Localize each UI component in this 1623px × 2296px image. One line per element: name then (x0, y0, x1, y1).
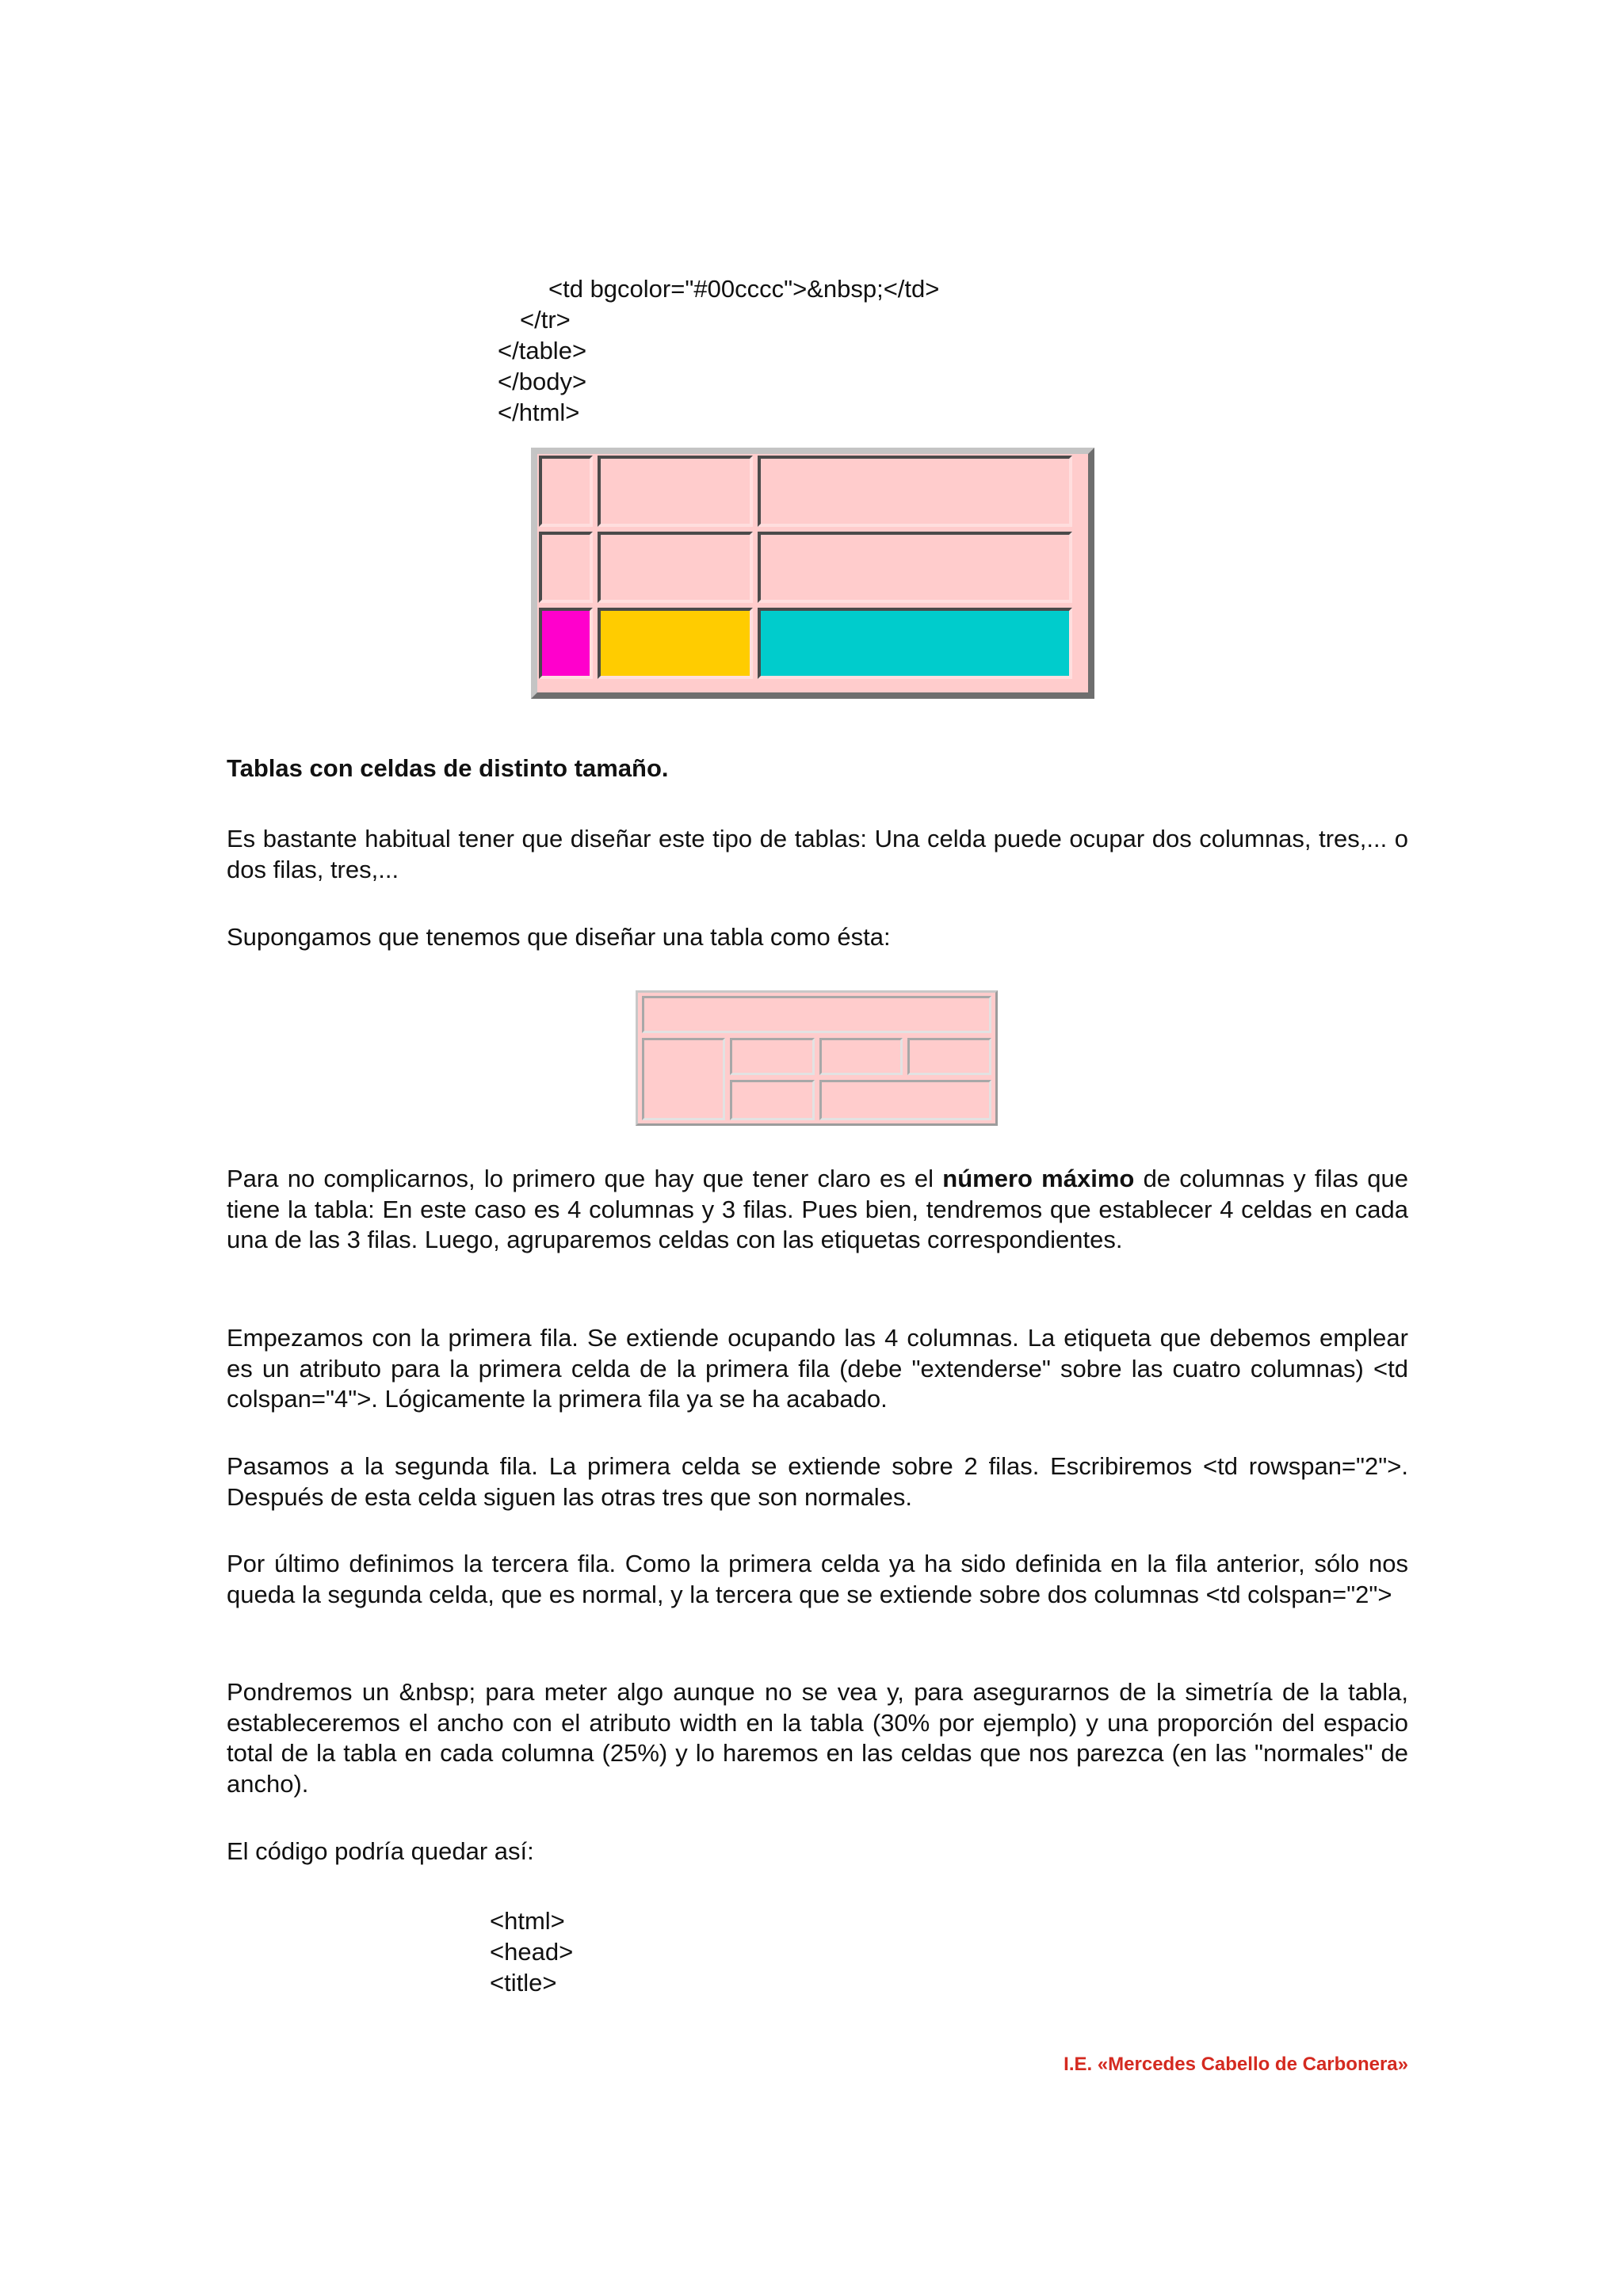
table-cell-gold (598, 608, 753, 679)
paragraph-bold-text: número máximo (942, 1165, 1135, 1192)
code-line: <title> (490, 1969, 557, 1997)
table-cell (598, 532, 753, 603)
example-table-colored (531, 448, 1094, 699)
paragraph: Pondremos un &nbsp; para meter algo aunque no se vea y, para asegurarnos de la simetría de la tabla, estableceremos el ancho con el atributo width en la tabla (30% por ejemplo) y una proporción del espacio total de la tabla en cada columna (25%) y lo haremos en las celdas que nos parezca (en las "normales" de ancho). (227, 1678, 1408, 1798)
code-line: <head> (490, 1938, 574, 1966)
paragraph: Empezamos con la primera fila. Se extiende ocupando las 4 columnas. La etiqueta que debemos emplear es un atributo para la primera celda de la primera fila (debe "extenderse" sobre las cuatro columnas) <td colspan="4">. Lógicamente la primera fila ya se ha acabado. (227, 1324, 1408, 1413)
paragraph (227, 1164, 1408, 1256)
table-cell (539, 532, 593, 603)
paragraph-text: Para no complicarnos, lo primero que hay que tener claro es el (227, 1165, 943, 1192)
table-cell-magenta (539, 608, 593, 679)
table-cell (907, 1038, 991, 1075)
table-cell (819, 1038, 903, 1075)
paragraph-text: de columnas y filas que tiene la tabla: En este caso es 4 columnas y 3 filas. Pues bien, tendremos que establecer 4 celdas en cada una de las 3 filas. Luego, agruparemos celdas con las etiquetas correspondientes. (227, 1165, 1408, 1253)
table-cell (758, 456, 1072, 527)
paragraph: Es bastante habitual tener que diseñar este tipo de tablas: Una celda puede ocupar dos columnas, tres,... o dos filas, tres,... (227, 825, 1408, 883)
section-heading: Tablas con celdas de distinto tamaño. (227, 754, 669, 782)
code-line: </table> (498, 337, 587, 364)
table-cell (730, 1080, 815, 1120)
paragraph: Pasamos a la segunda fila. La primera celda se extiende sobre 2 filas. Escribiremos <td rowspan="2">. Después de esta celda siguen las otras tres que son normales. (227, 1452, 1408, 1511)
code-line: </tr> (520, 306, 571, 334)
table-cell (730, 1038, 815, 1075)
table-cell (539, 456, 593, 527)
paragraph: Por último definimos la tercera fila. Como la primera celda ya ha sido definida en la fila anterior, sólo nos queda la segunda celda, que es normal, y la tercera que se extiende sobre dos columnas <td colspan="2"> (227, 1550, 1408, 1608)
example-table-spans (636, 990, 998, 1126)
paragraph: Supongamos que tenemos que diseñar una tabla como ésta: (227, 923, 891, 951)
footer-institution: I.E. «Mercedes Cabello de Carbonera» (1064, 2054, 1408, 2075)
table-cell-colspan-2 (819, 1080, 991, 1120)
table-cell-colspan-4 (642, 996, 991, 1033)
paragraph: El código podría quedar así: (227, 1837, 534, 1865)
table-cell-rowspan-2 (642, 1038, 725, 1120)
code-line: <td bgcolor="#00cccc">&nbsp;</td> (548, 275, 940, 303)
code-line: <html> (490, 1907, 565, 1935)
table-cell (598, 456, 753, 527)
code-line: </html> (498, 399, 580, 426)
table-cell (758, 532, 1072, 603)
table-cell-cyan (758, 608, 1072, 679)
code-line: </body> (498, 368, 587, 395)
